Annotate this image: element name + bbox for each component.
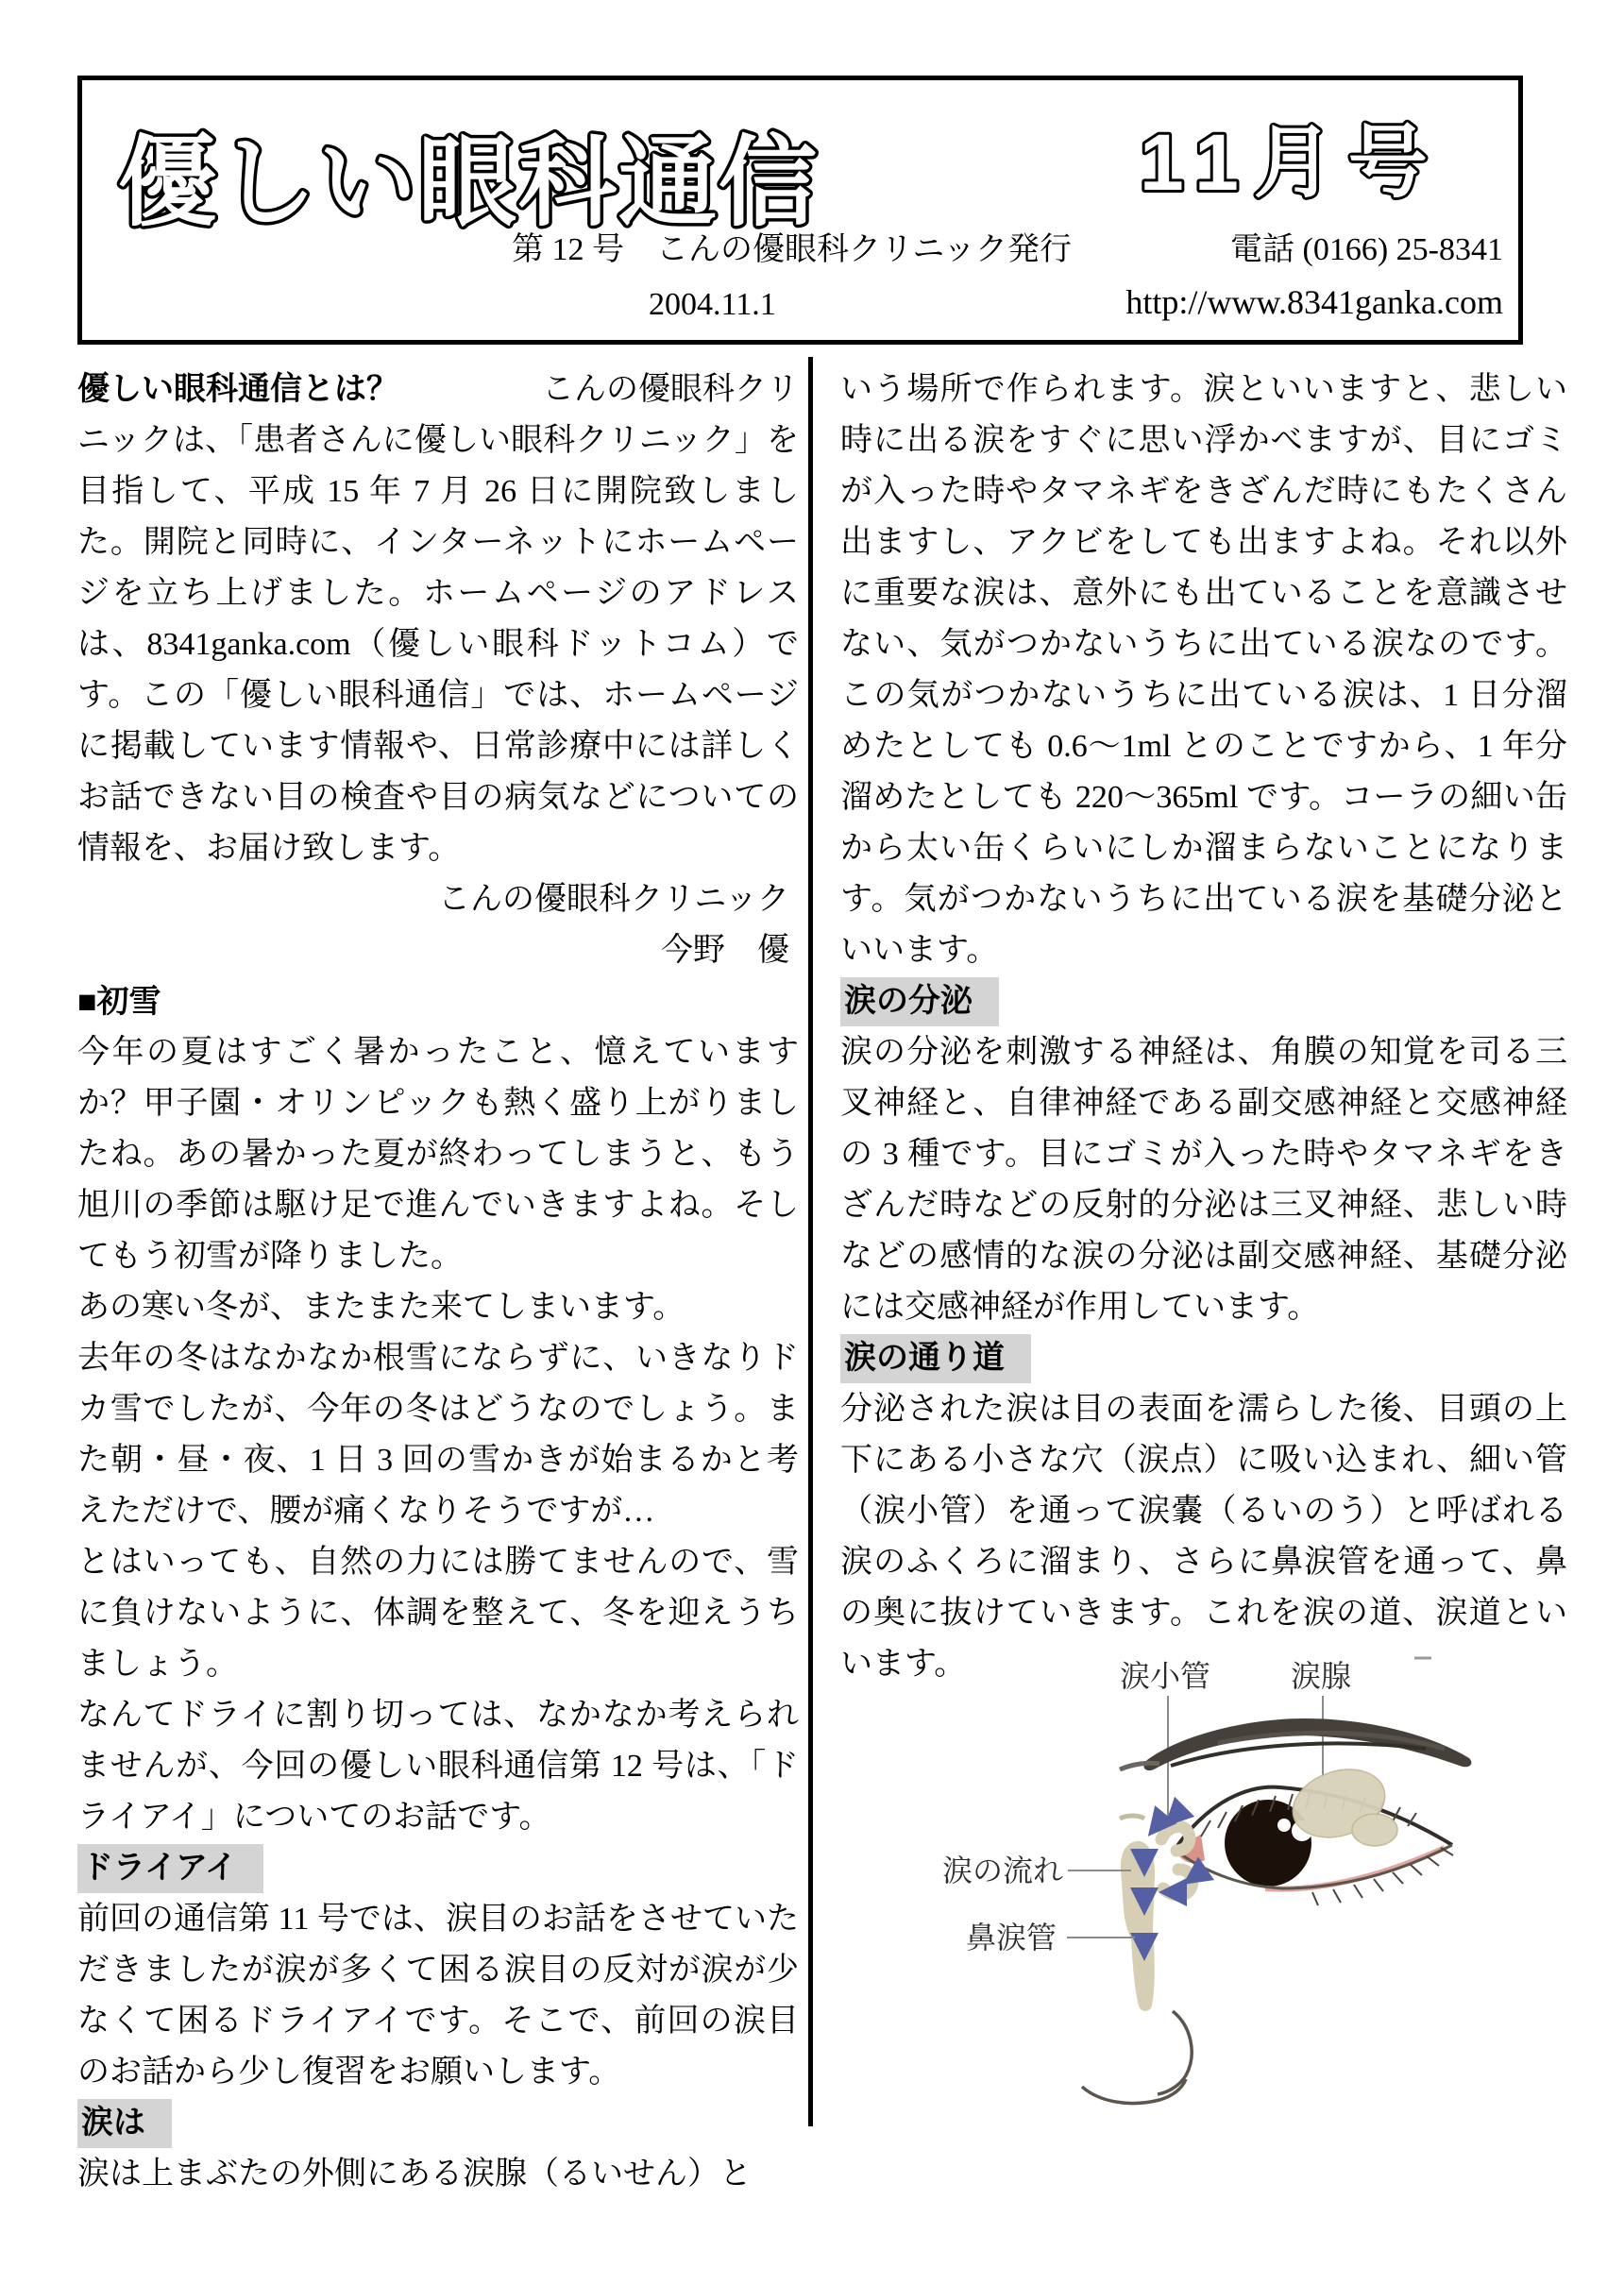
- tear-duct-diagram: [935, 1645, 1558, 2124]
- section-heading-bunpi: [840, 977, 999, 1026]
- diagram-label-canaliculi: 涙小管: [1120, 1659, 1211, 1693]
- signature-clinic: こんの優眼科クリニック: [438, 882, 789, 917]
- section-heading-namida-text: 涙は: [81, 2106, 145, 2141]
- namida-paragraph: 涙は上まぶたの外側にある涙腺（るいせん）と: [77, 2157, 752, 2192]
- diagram-label-tear-flow: 涙の流れ: [942, 1853, 1064, 1887]
- hatsuyuki-paragraph: なんてドライに割り切っては、なかなか考えられませんが、今回の優しい眼科通信第 12 号は、「ドライアイ」についてのお話です。: [77, 1698, 799, 1835]
- section-heading-namida: [77, 2099, 172, 2148]
- toorimichi-paragraph: 分泌された涙は目の表面を濡らした後、目頭の上下にある小さな穴（涙点）に吸い込まれ、細い管（涙小管）を通って涙嚢（るいのう）と呼ばれる涙のふくろに溜まり、さらに鼻涙管を通って、鼻の奥に抜けていきます。これを涙の道、涙道といいます。: [840, 1392, 1567, 1682]
- header-box: [77, 76, 1523, 345]
- issue-badge: [1132, 105, 1510, 218]
- section-heading-toorimichi: [840, 1334, 1031, 1383]
- publish-date: 2004.11.1: [649, 287, 776, 322]
- intro-heading: 優しい眼科通信とは？: [77, 372, 398, 407]
- hatsuyuki-paragraph: とはいっても、自然の力には勝てませんので、雪に負けないように、体調を整えて、冬を迎えうちましょう。: [77, 1545, 799, 1682]
- section-heading-bunpi-text: 涙の分泌: [844, 984, 973, 1019]
- intro-first-line-text: こんの優眼科クリ: [542, 372, 799, 407]
- lacrimal-sac-duct: [1120, 1816, 1193, 2011]
- section-heading-toorimichi-text: 涙の通り道: [844, 1341, 1005, 1376]
- upper-canaliculus: [1161, 1826, 1190, 1851]
- bunpi-paragraph: 涙の分泌を刺激する神経は、角膜の知覚を司る三叉神経と、自律神経である副交感神経と交感神経の 3 種です。目にゴミが入った時やタマネギをきざんだ時などの反射的分泌は三叉神経、悲しい時などの感情的な涙の分泌は副交感神経、基礎分泌には交感神経が作用しています。: [840, 1035, 1567, 1325]
- diagram-label-lacrimal-gland: 涙腺: [1291, 1659, 1352, 1693]
- diagram-label-nasolacrimal-duct: 鼻涙管: [966, 1921, 1057, 1955]
- hatsuyuki-paragraph: 去年の冬はなかなか根雪にならずに、いきなりドカ雪でしたが、今年の冬はどうなのでしょう。また朝・昼・夜、1 日 3 回の雪かきが始まるかと考えただけで、腰が痛くなりそうですが…: [77, 1341, 799, 1529]
- issue-line: 第 12 号 こんの優眼科クリニック発行: [512, 232, 1072, 267]
- hatsuyuki-paragraph: あの寒い冬が、またまた来てしまいます。: [77, 1290, 685, 1325]
- signature-name: 今野 優: [661, 933, 789, 968]
- section-heading-dryeye: [77, 1844, 263, 1893]
- phone-number: 電話 (0166) 25-8341: [1230, 232, 1503, 267]
- right-column: [840, 364, 1567, 1690]
- section-heading-dryeye-text: ドライアイ: [81, 1851, 237, 1886]
- column-divider: [808, 357, 813, 2126]
- eyebrow-illustration: [1120, 1718, 1471, 1770]
- section-heading-hatsuyuki: ■初雪: [77, 984, 161, 1020]
- website-url: http://www.8341ganka.com: [1125, 283, 1503, 321]
- continuation-paragraph: いう場所で作られます。涙といいますと、悲しい時に出る涙をすぐに思い浮かべますが、目にゴミが入った時やタマネギをきざんだ時にもたくさん出ますし、アクビをしても出ますよね。それ以外に重要な涙は、意外にも出ていることを意識させない、気がつかないうちに出ている涙なのです。この気がつかないうちに出ている涙は、1 日分溜めたとしても 0.6〜1ml とのことですから、1 年分溜めたとしても 220〜365ml です。コーラの細い缶から太い缶くらいにしか溜まらないことになります。気がつかないうちに出ている涙を基礎分泌といいます。: [840, 372, 1567, 968]
- intro-paragraph: ニックは、「患者さんに優しい眼科クリニック」を目指して、平成 15 年 7 月 26 日に開院致しました。開院と同時に、インターネットにホームページを立ち上げました。ホームページのアドレスは、8341ganka.com（優しい眼科ドットコム）です。この「優しい眼科通信」では、ホームページに掲載しています情報や、日常診療中には詳しくお話できない目の検査や目の病気などについての情報を、お届け致します。: [77, 423, 799, 866]
- dryeye-paragraph: 前回の通信第 11 号では、涙目のお話をさせていただきましたが涙が多くて困る涙目の反対が涙が少なくて困るドライアイです。そこで、前回の涙目のお話から少し復習をお願いします。: [77, 1902, 799, 2090]
- newsletter-title-text: 優しい眼科通信: [118, 128, 820, 238]
- hatsuyuki-paragraph: 今年の夏はすごく暑かったこと、憶えていますか？甲子園・オリンピックも熱く盛り上がりましたね。あの暑かった夏が終わってしまうと、もう旭川の季節は駆け足で進んでいきますよね。そしてもう初雪が降りました。: [77, 1035, 799, 1274]
- issue-badge-text: 11月号: [1140, 118, 1443, 207]
- nose-outline: [1082, 2011, 1192, 2104]
- intro-first-line: [77, 364, 799, 415]
- left-column: [77, 364, 799, 2200]
